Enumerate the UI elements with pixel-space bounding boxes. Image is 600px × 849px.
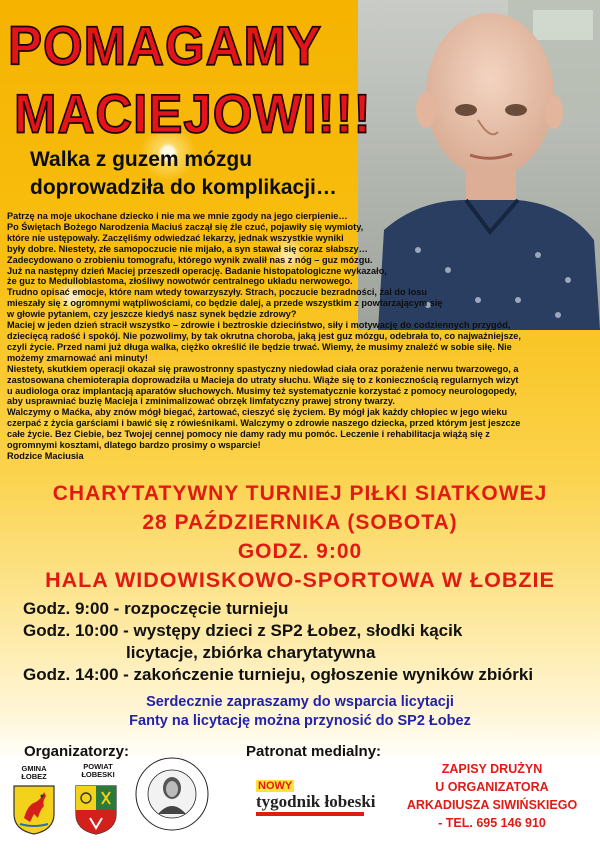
contact-line-1: ZAPISY DRUŻYN (441, 762, 543, 776)
invite-line-2: Fanty na licytację można przynosić do SP2 Łobez (129, 713, 471, 729)
contact-phone: - TEL. 695 146 910 (438, 816, 546, 830)
title-line-1: POMAGAMY (8, 14, 322, 77)
patron-label: Patronat medialny: (246, 743, 382, 760)
story-line: Zadecydowano o zrobieniu tomografu, którego wynik zwalił nas z nóg – guz mózgu. (7, 254, 373, 265)
crest-caption-gmina: GMINA ŁOBEZ (21, 764, 47, 781)
story-line: które nie ustępowały. Zaczęliśmy odwiedzać lekarzy, jednak wszystkie wyniki (7, 232, 344, 243)
story-line: Niestety, skutkiem operacji okazał się prawostronny spastyczny niedowład ciała oraz porażenie nerwu twarzowego, a (7, 363, 519, 374)
story-line: u audiologa oraz implantacją aparatów słuchowych. Musimy też systematycznie korzystać z pomocy neurologopedy, (7, 385, 517, 396)
contact-line-3: ARKADIUSZA SIWIŃSKIEGO (406, 798, 578, 812)
event-venue: HALA WIDOWISKOWO-SPORTOWA W ŁOBZIE (45, 568, 555, 592)
story-line: zastosowana chemioterapia doprowadziła u Macieja do utraty słuchu. Wiąże się to z koniecznością regularnych wizyt (7, 374, 519, 385)
contact-info (386, 760, 598, 832)
contact-line-2: U ORGANIZATORA (435, 780, 549, 794)
event-title: CHARYTATYWNY TURNIEJ PIŁKI SIATKOWEJ (52, 482, 548, 505)
story-line: całe życie. Bez Ciebie, bez Twojej cennej pomocy nie damy rady mu pomóc. Leczenie i rehabilitacja wiążą się z (7, 429, 490, 440)
schedule-row: Godz. 10:00 - występy dzieci z SP2 Łobez, słodki kącik (23, 621, 463, 640)
crest-caption-powiat: POWIAT ŁOBESKI (81, 762, 115, 779)
schedule-row: Godz. 14:00 - zakończenie turnieju, ogłoszenie wyników zbiórki (23, 665, 534, 684)
story-line: czyli życie. Przed nami już długa walka, ciężko określić ile będzie trwać. Wiemy, że musimy znaleźć w sobie siłę. Nie (7, 341, 512, 352)
subtitle (30, 146, 337, 202)
story-line: w głowie pytaniem, czy jeszcze kiedyś nasz synek będzie zdrowy? (7, 309, 297, 320)
story-line: możemy zmarnować ani minuty! (7, 352, 148, 363)
organizers-label: Organizatorzy: (24, 743, 130, 760)
schedule-row: Godz. 9:00 - rozpoczęcie turnieju (23, 599, 289, 618)
story-line: były dobre. Niestety, złe samopoczucie nie mijało, a syn stawał się coraz słabszy… (7, 243, 368, 254)
subtitle-line-1: Walka z guzem mózgu (30, 148, 253, 171)
gmina-crest-icon (12, 784, 56, 836)
media-logo-bar (256, 812, 364, 816)
story-line: ogromnymi kosztami, dlatego bardzo prosimy o wsparcie! (7, 440, 261, 451)
story-line: mieszały się z ogromnymi wątpliwościami, co będzie dalej, a przede wszystkim z powtarzającym się (7, 298, 443, 309)
story-line: czerpać z życia garściami i bawić się z rówieśnikami. Walczymy o zdrowie naszego dziecka, przed którym jest jeszcze (7, 418, 521, 429)
story-text (7, 211, 587, 462)
title-line-2: MACIEJOWI!!! (14, 82, 372, 145)
story-line: Patrzę na moje ukochane dziecko i nie ma we mnie zgody na jego cierpienie… (7, 211, 348, 221)
schedule-row-continued: licytacje, zbiórka charytatywna (126, 643, 376, 662)
story-line: Walczymy o Maćka, aby znów mógł biegać, żartować, cieszyć się życiem. By mógł jak każdy chłopiec w jego wieku (7, 407, 508, 418)
media-logo-nowy: NOWY (258, 780, 293, 792)
event-date: 28 PAŹDZIERNIKA (SOBOTA) (142, 511, 458, 534)
story-line: Trudno opisać emocje, które nam wtedy towarzyszyły. Strach, poczucie bezradności, żal do losu (7, 287, 428, 298)
story-line: dziecięcą radość i spokój. Nie pozwolimy, by tak okrutna choroba, jaką jest guz mózgu, odebrała to, co najważniejsze, (7, 330, 521, 341)
media-logo-name: tygodnik łobeski (256, 792, 376, 811)
story-line: Już na następny dzień Maciej przeszedł operację. Badanie histopatologiczne wykazało, (7, 265, 387, 276)
invite-line-1: Serdecznie zapraszamy do wsparcia licytacji (146, 694, 454, 710)
subtitle-line-2: doprowadziła do komplikacji… (30, 176, 337, 199)
schedule (23, 598, 533, 686)
story-line: aby usprawniać buzię Macieja i zminimalizować obrzęk limfatyczny prawej strony twarzy. (7, 396, 395, 407)
story-line: Po Świętach Bożego Narodzenia Maciuś zaczął się źle czuć, pojawiły się wymioty, (7, 221, 364, 232)
event-time: GODZ. 9:00 (237, 540, 363, 563)
powiat-crest-icon (74, 784, 118, 836)
story-signature: Rodzice Maciusia (7, 450, 84, 461)
story-line: Maciej w jeden dzień stracił wszystko – zdrowie i beztroskie dzieciństwo, siły i motywację do codziennych przygód, (7, 320, 511, 331)
school-seal-icon (134, 756, 210, 832)
story-line: że guz to Medulloblastoma, złośliwy nowotwór centralnego układu nerwowego. (7, 276, 353, 287)
